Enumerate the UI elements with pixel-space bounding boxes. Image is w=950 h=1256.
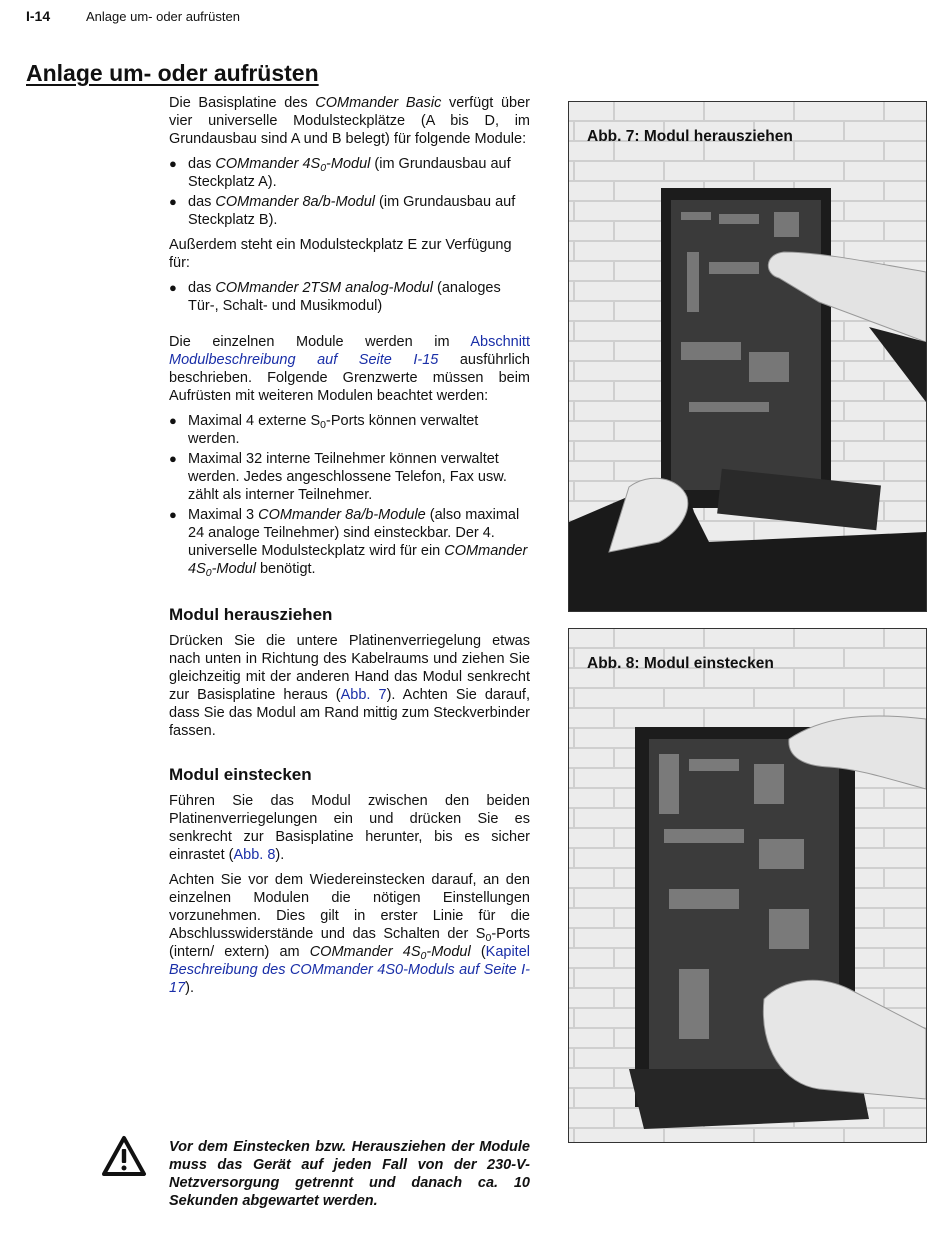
figure-7-caption: Abb. 7: Modul herausziehen xyxy=(587,128,793,145)
limits-paragraph: Die einzelnen Module werden im Abschnitt Modulbeschreibung auf Seite I-15 ausführlich beschrieben. Folgende Grenzwerte müssen beim Aufrüsten mit weiteren Modulen beachtet werden: xyxy=(169,334,530,404)
warning-triangle-icon xyxy=(101,1135,147,1177)
figure-8-link[interactable]: Abb. 8 xyxy=(233,847,276,863)
list-item: ● das COMmander 2TSM analog-Modul (analoges Tür-, Schalt- und Musikmodul) xyxy=(169,279,530,315)
intro-paragraph: Die Basisplatine des COMmander Basic verfügt über vier universelle Modulsteckplätze (A bis D, im Grundausbau sind A und B belegt) für folgende Module: xyxy=(169,95,530,147)
list-item: ● Maximal 3 COMmander 8a/b-Module (also maximal 24 analoge Teilnehmer) sind einsteckbar. Der 4. universelle Modulsteckplatz wird für ein COMmander $4S_0$-Modul benötigt. xyxy=(169,506,530,578)
remove-section xyxy=(169,606,530,747)
running-title: Anlage um- oder aufrüsten xyxy=(86,9,240,24)
figure-8-caption: Abb. 8: Modul einstecken xyxy=(587,655,774,672)
section-heading: Modul einstecken xyxy=(169,765,312,784)
module-list xyxy=(169,155,530,229)
list-item: ● das COMmander $4S_0$-Modul (im Grundausbau auf Steckplatz A). xyxy=(169,155,530,191)
module-chapter-link[interactable]: Kapitel Beschreibung des COMmander 4S0-Moduls auf Seite I-17 xyxy=(169,944,530,996)
insert-paragraph: Führen Sie das Modul zwischen den beiden Platinenverriegelungen ein und drücken Sie es senkrecht zur Basisplatine herunter, bis es sicher einrastet (Abb. 8). xyxy=(169,793,530,863)
settings-paragraph: Achten Sie vor dem Wiedereinstecken darauf, an den einzelnen Modulen die nötigen Einstellungen vorzunehmen. Dies gilt in erster Linie für die Abschlusswiderstände und das Schalten der $S_0$-Ports (intern/ extern) am COMmander $4S_0$-Modul (Kapitel Beschreibung des COMmander 4S0-Moduls auf Seite I-17). xyxy=(169,872,530,996)
insert-section xyxy=(169,766,530,1004)
page-title: Anlage um- oder aufrüsten xyxy=(26,60,319,86)
figure-7 xyxy=(568,101,927,612)
limits-section xyxy=(169,333,530,585)
page-number: I-14 xyxy=(26,8,51,24)
figure-7-link[interactable]: Abb. 7 xyxy=(340,687,387,703)
list-item: ● Maximal 4 externe $S_0$-Ports können verwaltet werden. xyxy=(169,412,530,448)
slot-e-paragraph: Außerdem steht ein Modulsteckplatz E zur Verfügung für: xyxy=(169,237,512,271)
figure-8 xyxy=(568,628,927,1143)
figure-8-photo xyxy=(569,629,926,1142)
figure-7-photo xyxy=(569,102,926,611)
remove-paragraph: Drücken Sie die untere Platinenverriegelung etwas nach unten in Richtung des Kabelraums und ziehen Sie gleichzeitig mit der anderen Hand das Modul senkrecht zur Basisplatine heraus (Abb. 7). Achten Sie darauf, dass Sie das Modul am Rand mittig zum Steckverbinder fassen. xyxy=(169,633,530,739)
warning-text: Vor dem Einstecken bzw. Herausziehen der Module muss das Gerät auf jeden Fall von der 230-V-Netzversorgung getrennt und danach ca. 10 Sekunden abgewartet werden. xyxy=(169,1139,530,1209)
slot-e-list xyxy=(169,279,530,315)
list-item: ● das COMmander 8a/b-Modul (im Grundausbau auf Steckplatz B). xyxy=(169,193,530,229)
intro-section xyxy=(169,94,530,322)
section-heading: Modul herausziehen xyxy=(169,605,333,624)
limits-list xyxy=(169,412,530,578)
module-description-link[interactable]: Abschnitt Modulbeschreibung auf Seite I-15 xyxy=(169,334,530,368)
list-item: ● Maximal 32 interne Teilnehmer können verwaltet werden. Jedes angeschlossene Telefon, Fax usw. zählt als interner Teilnehmer. xyxy=(169,450,530,504)
